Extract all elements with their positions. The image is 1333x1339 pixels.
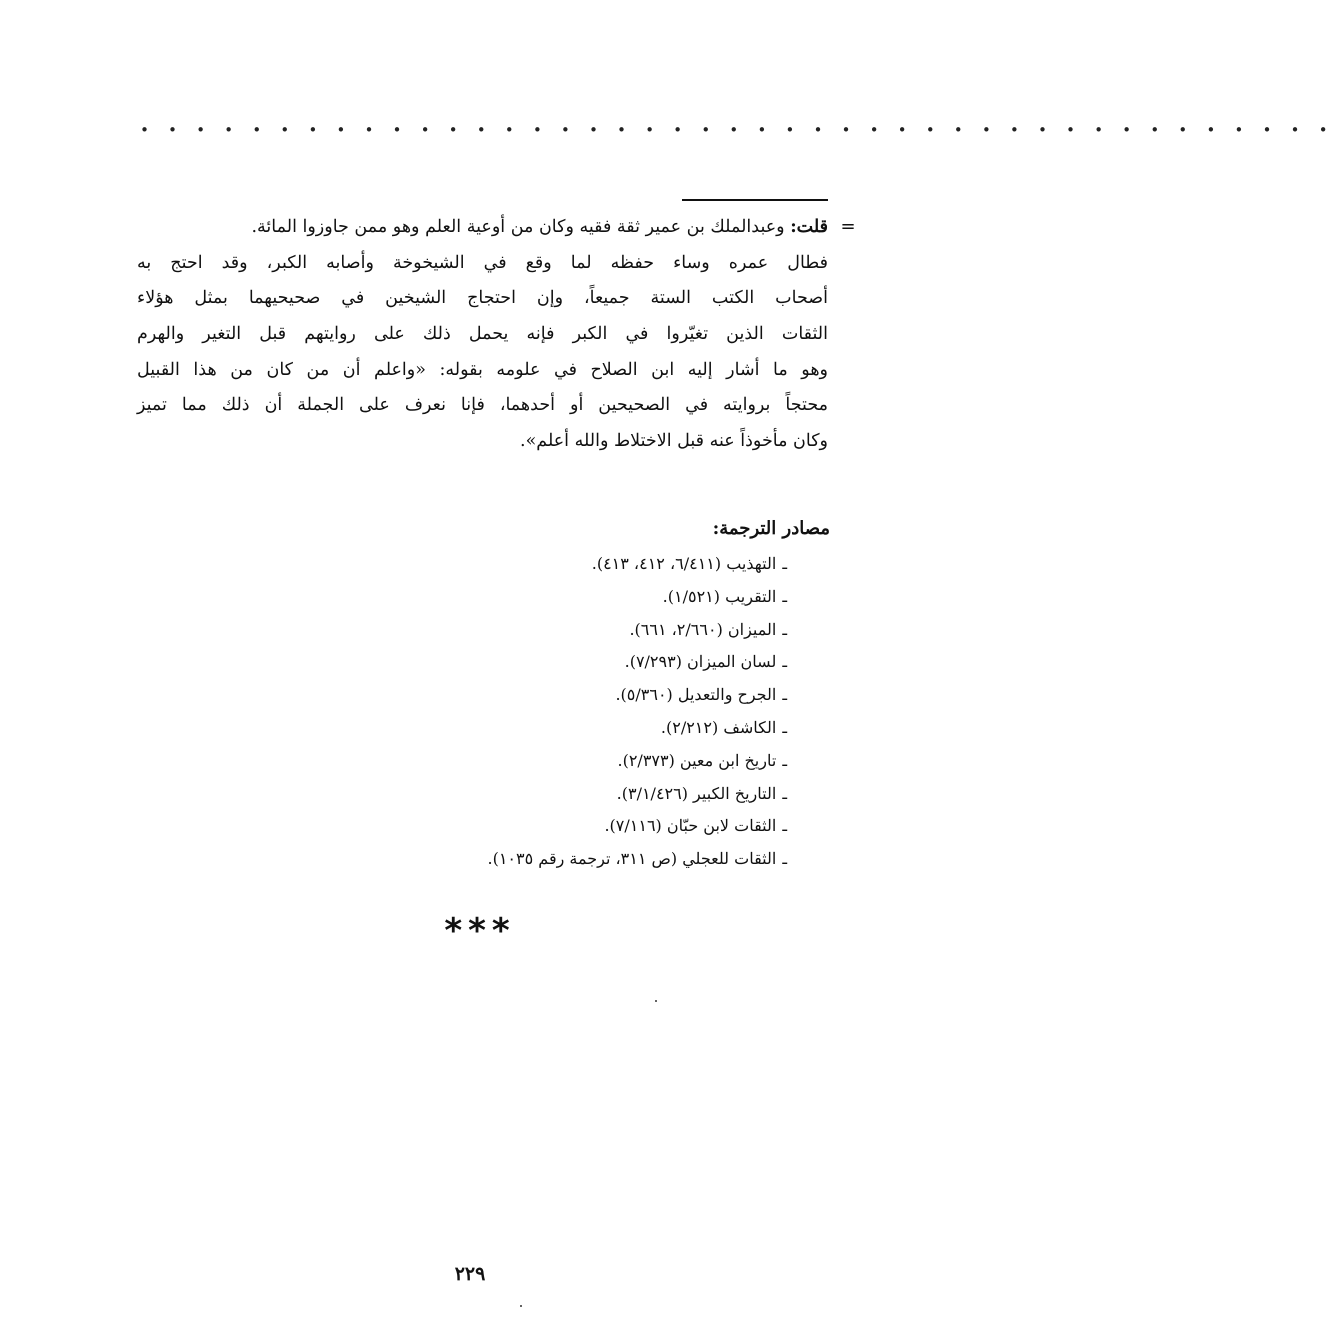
list-dash: ـ — [782, 586, 787, 606]
source-item — [380, 745, 787, 778]
note-line-1 — [137, 210, 828, 246]
source-text: الثقات لابن حبّان (٧/١١٦). — [604, 816, 777, 836]
sources-heading: مصادر الترجمة: — [712, 518, 830, 539]
note-line-5: وهو ما أشار إليه ابن الصلاح في علومه بقوله: «واعلم أن من كان من هذا القبيل — [137, 359, 828, 380]
note-lead: قلت: — [790, 217, 828, 237]
dotted-separator: • • • • • • • • • • • • • • • • • • • • • • • • • • • • • • • • • • • • • • • • • • • — [140, 121, 1333, 139]
source-item — [380, 712, 787, 745]
source-item — [380, 843, 787, 876]
source-text: التاريخ الكبير (٣/١/٤٢٦). — [616, 783, 777, 803]
list-dash: ـ — [782, 750, 787, 770]
note-line-4: الثقات الذين تغيّروا في الكبر فإنه يحمل ذلك على روايتهم قبل التغير والهرم — [137, 324, 828, 345]
source-text: التقريب (١/٥٢١). — [662, 586, 777, 606]
note-paragraph — [137, 210, 828, 460]
note-line-2: فطال عمره وساء حفظه لما وقع في الشيخوخة وأصابه الكبر، وقد احتج به — [137, 252, 828, 273]
source-text: الثقات للعجلي (ص ٣١١، ترجمة رقم ١٠٣٥). — [487, 849, 777, 869]
list-dash: ـ — [782, 816, 787, 836]
sources-list — [380, 548, 787, 876]
list-dash: ـ — [782, 783, 787, 803]
source-item — [380, 810, 787, 843]
page-number: ٢٢٩ — [454, 1263, 486, 1285]
note-line-1-text: وعبدالملك بن عمير ثقة فقيه وكان من أوعية العلم وهو ممن جاوزوا المائة. — [251, 217, 791, 237]
list-dash: ـ — [782, 554, 787, 573]
scan-speck — [520, 1305, 522, 1307]
list-dash: ـ — [782, 619, 787, 639]
source-item — [380, 679, 787, 712]
scan-speck — [655, 1000, 657, 1002]
footnote-rule — [682, 199, 828, 201]
source-text: الميزان (٢/٦٦٠، ٦٦١). — [629, 619, 777, 639]
list-dash: ـ — [782, 685, 787, 705]
list-dash: ـ — [782, 849, 787, 869]
source-item — [380, 548, 787, 581]
source-text: لسان الميزان (٧/٢٩٣). — [624, 652, 777, 672]
source-item — [380, 581, 787, 614]
continuation-mark: = — [840, 216, 856, 237]
source-item — [380, 646, 787, 679]
source-text: الجرح والتعديل (٥/٣٦٠). — [615, 685, 777, 705]
section-end-stars: *** — [444, 911, 516, 951]
note-line-6: محتجاً بروايته في الصحيحين أو أحدهما، فإنا نعرف على الجملة أن ذلك مما تميز — [137, 395, 828, 416]
source-text: تاريخ ابن معين (٢/٣٧٣). — [617, 750, 777, 770]
source-item — [380, 778, 787, 811]
note-line-7: وكان مأخوذاً عنه قبل الاختلاط والله أعلم». — [520, 431, 828, 452]
note-line-3: أصحاب الكتب الستة جميعاً، وإن احتجاج الشيخين في صحيحيهما بمثل هؤلاء — [137, 288, 828, 309]
list-dash: ـ — [782, 717, 787, 737]
list-dash: ـ — [782, 652, 787, 672]
source-text: التهذيب (٦/٤١١، ٤١٢، ٤١٣). — [591, 554, 777, 573]
source-item — [380, 614, 787, 647]
source-text: الكاشف (٢/٢١٢). — [660, 717, 777, 737]
